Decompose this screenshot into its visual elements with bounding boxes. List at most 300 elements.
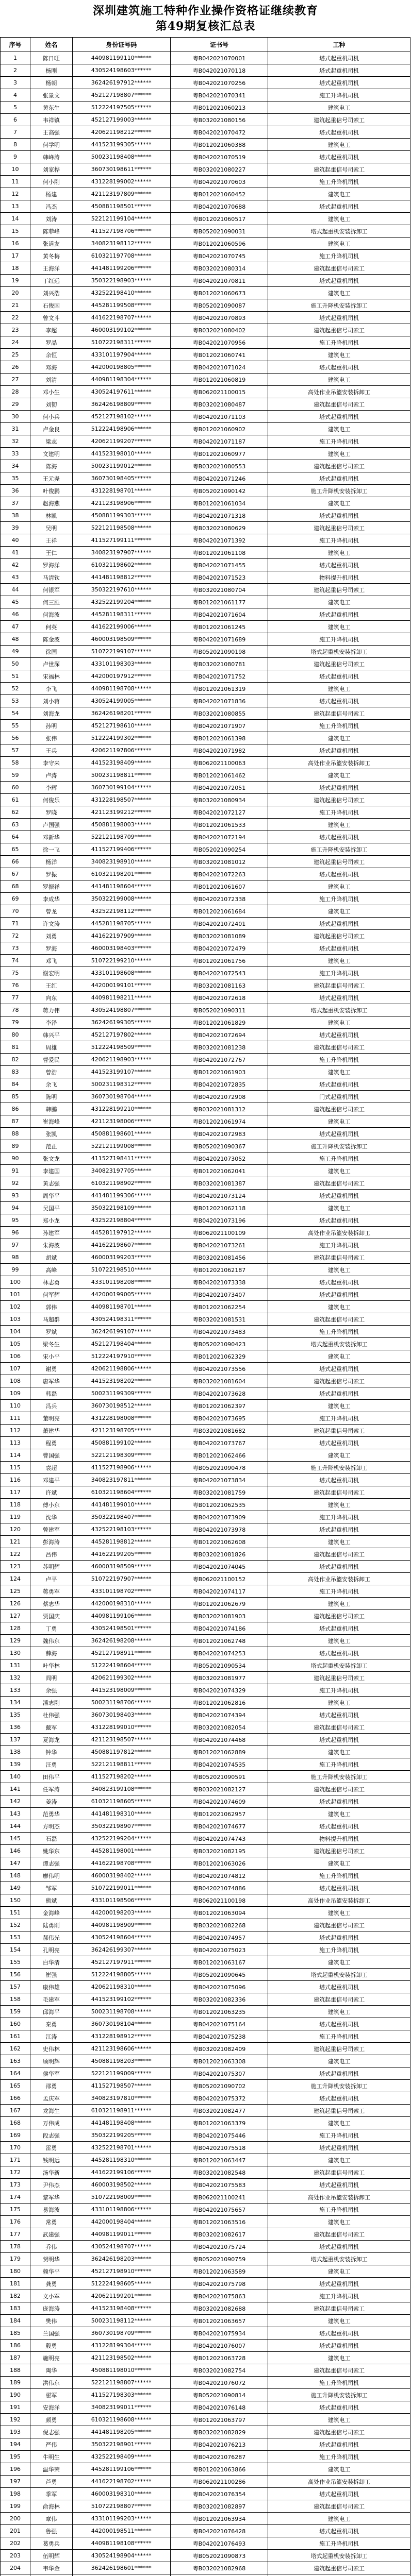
cell-name: 伍明辉: [30, 2550, 73, 2562]
cell-job-type: 高处作业吊篮安装拆卸工: [268, 1227, 410, 1239]
cell-name: 贺明华: [30, 2253, 73, 2265]
cell-id-number: 421123198507******: [73, 1734, 171, 1745]
cell-job-type: 建筑电工: [268, 1350, 410, 1362]
cell-certificate-number: 粤B042021074253: [171, 1647, 269, 1659]
cell-id-number: 522121198309******: [73, 1449, 171, 1461]
cell-name: 韩磊: [30, 1387, 73, 1399]
cell-name: 韩兴平: [30, 1029, 73, 1041]
cell-index: 115: [1, 1462, 30, 1473]
cell-job-type: 塔式起重机安装拆卸工: [268, 2550, 410, 2562]
cell-certificate-number: 粤B012021063094: [171, 1907, 269, 1919]
cell-index: 186: [1, 2340, 30, 2351]
cell-id-number: 350322198903******: [73, 275, 171, 286]
cell-id-number: 430524197611******: [73, 386, 171, 398]
cell-certificate-number: 粤B032021081312: [171, 1103, 269, 1115]
cell-index: 62: [1, 806, 30, 818]
cell-job-type: 建筑电工: [268, 2513, 410, 2524]
cell-id-number: 610321198911******: [73, 2105, 171, 2116]
cell-name: 郭伟: [30, 1301, 73, 1313]
cell-index: 45: [1, 596, 30, 608]
cell-certificate-number: 粤B012021061533: [171, 819, 269, 831]
cell-job-type: 建筑电工: [268, 2154, 410, 2166]
cell-index: 126: [1, 1598, 30, 1609]
cell-job-type: 建筑电工: [268, 1264, 410, 1276]
cell-id-number: 441523198408******: [73, 2302, 171, 2314]
cell-name: 唐军华: [30, 1375, 73, 1387]
cell-index: 13: [1, 200, 30, 212]
cell-index: 101: [1, 1289, 30, 1300]
cell-certificate-number: 粤B042021071187: [171, 435, 269, 447]
cell-id-number: 510722199107******: [73, 646, 171, 657]
cell-id-number: 441481199206******: [73, 262, 171, 274]
cell-job-type: 施工升降机司机: [268, 176, 410, 188]
cell-certificate-number: 粤B012021063589: [171, 2265, 269, 2277]
table-row: [1, 2117, 410, 2129]
cell-id-number: 445281199106******: [73, 2463, 171, 2475]
cell-index: 35: [1, 472, 30, 484]
cell-name: 章伟: [30, 2513, 73, 2524]
cell-name: 杜伟强: [30, 1709, 73, 1721]
table-row: [1, 275, 410, 287]
cell-id-number: 432522198410******: [73, 287, 171, 299]
cell-id-number: 431228199002******: [73, 176, 171, 188]
cell-index: 167: [1, 2105, 30, 2116]
cell-certificate-number: 粤B012021061245: [171, 621, 269, 633]
cell-index: 121: [1, 1536, 30, 1548]
cell-id-number: 510722198510******: [73, 1264, 171, 1276]
cell-index: 195: [1, 2451, 30, 2463]
cell-name: 汤华新: [30, 2166, 73, 2178]
cell-job-type: 塔式起重机司机: [268, 831, 410, 843]
cell-certificate-number: 粤B042021075934: [171, 2327, 269, 2339]
cell-index: 3: [1, 77, 30, 89]
table-row: [1, 1709, 410, 1721]
cell-certificate-number: 粤B012021061319: [171, 683, 269, 694]
cell-certificate-number: 粤B042021075096: [171, 1981, 269, 1993]
cell-index: 87: [1, 1115, 30, 1127]
cell-job-type: 塔式起重机司机: [268, 2438, 410, 2450]
cell-certificate-number: 粤B042021076148: [171, 2401, 269, 2413]
table-row: [1, 1944, 410, 1956]
cell-id-number: 440981198304******: [73, 374, 171, 385]
cell-job-type: 物料提升机司机: [268, 571, 410, 583]
cell-id-number: 441481198205******: [73, 2426, 171, 2438]
cell-index: 59: [1, 769, 30, 781]
cell-index: 38: [1, 510, 30, 521]
cell-job-type: 建筑电工: [268, 213, 410, 225]
cell-name: 曾文斗: [30, 312, 73, 324]
cell-index: 172: [1, 2166, 30, 2178]
cell-index: 152: [1, 1919, 30, 1931]
cell-index: 47: [1, 621, 30, 633]
cell-certificate-number: 粤B012021061903: [171, 1066, 269, 1078]
table-row: [1, 880, 410, 893]
cell-certificate-number: 粤B012021063379: [171, 2117, 269, 2129]
cell-name: 常勇: [30, 2216, 73, 2228]
cell-certificate-number: 粤B012021060596: [171, 238, 269, 249]
cell-id-number: 360730198405******: [73, 472, 171, 484]
table-row: [1, 2018, 410, 2030]
cell-id-number: 610321198602******: [73, 559, 171, 571]
cell-name: 崔强: [30, 1969, 73, 1980]
table-row: [1, 101, 410, 114]
cell-index: 118: [1, 1499, 30, 1511]
cell-name: 罗晓: [30, 806, 73, 818]
cell-index: 72: [1, 930, 30, 942]
table-row: [1, 769, 410, 782]
table-row: [1, 2476, 410, 2488]
cell-index: 166: [1, 2092, 30, 2104]
cell-name: 张凯: [30, 1128, 73, 1140]
cell-index: 64: [1, 831, 30, 843]
table-row: [1, 250, 410, 262]
cell-job-type: 建筑起重信号司索工: [268, 262, 410, 274]
table-row: [1, 1833, 410, 1845]
cell-certificate-number: 粤B012021062816: [171, 1697, 269, 1708]
cell-certificate-number: 粤B012021063026: [171, 1857, 269, 1869]
table-row: [1, 2352, 410, 2364]
cell-id-number: 360730198512******: [73, 1400, 171, 1412]
cell-job-type: 建筑电工: [268, 139, 410, 150]
table-row: [1, 1585, 410, 1598]
cell-id-number: 441523199305******: [73, 139, 171, 150]
cell-index: 185: [1, 2327, 30, 2339]
cell-certificate-number: 粤B042021073767: [171, 1437, 269, 1449]
cell-index: 149: [1, 1882, 30, 1894]
table-row: [1, 1029, 410, 1041]
cell-job-type: 施工升降机司机: [268, 1758, 410, 1770]
cell-job-type: 塔式起重机司机: [268, 1647, 410, 1659]
cell-index: 76: [1, 979, 30, 991]
cell-id-number: 362426198201******: [73, 707, 171, 719]
cell-index: 50: [1, 658, 30, 670]
cell-certificate-number: 粤B052021090759: [171, 2253, 269, 2265]
cell-id-number: 421123198606******: [73, 2043, 171, 2055]
table-row: [1, 262, 410, 275]
cell-name: 李泽: [30, 1016, 73, 1028]
cell-certificate-number: 粤B012021062329: [171, 1350, 269, 1362]
cell-certificate-number: 粤B042021074957: [171, 1931, 269, 1943]
table-row: [1, 2129, 410, 2142]
cell-certificate-number: 粤B042021073261: [171, 1239, 269, 1251]
cell-id-number: 431228198507******: [73, 794, 171, 806]
cell-id-number: 510722198009******: [73, 2191, 171, 2203]
cell-certificate-number: 粤B042021071982: [171, 744, 269, 756]
table-row: [1, 1511, 410, 1523]
table-row: [1, 1857, 410, 1870]
cell-name: 刘韧: [30, 398, 73, 410]
cell-id-number: 340823197705******: [73, 1165, 171, 1177]
table-row: [1, 1647, 410, 1659]
cell-name: 赵海燕: [30, 497, 73, 509]
cell-index: 63: [1, 819, 30, 831]
table-row: [1, 1227, 410, 1239]
cell-job-type: 塔式起重机司机: [268, 1523, 410, 1535]
cell-job-type: 建筑起重信号司索工: [268, 2562, 410, 2574]
cell-certificate-number: 粤B042021076354: [171, 2488, 269, 2500]
cell-name: 芦勇: [30, 2476, 73, 2487]
cell-certificate-number: 粤B042021076493: [171, 2537, 269, 2549]
cell-id-number: 441523198010******: [73, 448, 171, 460]
cell-id-number: 512224197505******: [73, 101, 171, 113]
cell-id-number: 452127198102******: [73, 411, 171, 422]
cell-id-number: 360730198104******: [73, 2018, 171, 2030]
cell-certificate-number: 粤B042021072983: [171, 1128, 269, 1140]
cell-id-number: 431228198008******: [73, 1412, 171, 1424]
cell-certificate-number: 粤B012021063235: [171, 2006, 269, 2018]
cell-name: 曾建军: [30, 1523, 73, 1535]
table-row: [1, 1177, 410, 1190]
cell-name: 何小刚: [30, 176, 73, 188]
cell-id-number: 433101198303******: [73, 658, 171, 670]
cell-id-number: 350322197610******: [73, 584, 171, 596]
cell-job-type: 建筑起重信号司索工: [268, 1177, 410, 1189]
cell-certificate-number: 粤B042021073407: [171, 1289, 269, 1300]
cell-certificate-number: 粤B042021072338: [171, 893, 269, 905]
cell-name: 李守来: [30, 757, 73, 769]
cell-index: 170: [1, 2142, 30, 2154]
cell-certificate-number: 粤B012021062041: [171, 1165, 269, 1177]
cell-index: 128: [1, 1622, 30, 1634]
cell-id-number: 452127198910******: [73, 2265, 171, 2277]
cell-index: 61: [1, 794, 30, 806]
table-row: [1, 2080, 410, 2092]
cell-certificate-number: 粤B032021081089: [171, 930, 269, 942]
cell-index: 100: [1, 1276, 30, 1288]
cell-id-number: 420621199207******: [73, 435, 171, 447]
cell-name: 袁超: [30, 1462, 73, 1473]
table-row: [1, 1190, 410, 1202]
cell-name: 雷勇: [30, 2142, 73, 2154]
cell-certificate-number: 粤B042021070341: [171, 89, 269, 101]
cell-job-type: 塔式起重机司机: [268, 64, 410, 76]
cell-index: 91: [1, 1165, 30, 1177]
table-row: [1, 1239, 410, 1251]
cell-job-type: 塔式起重机司机: [268, 744, 410, 756]
cell-index: 134: [1, 1697, 30, 1708]
cell-job-type: 施工升降机司机: [268, 967, 410, 979]
cell-id-number: 522121198811******: [73, 1758, 171, 1770]
cell-job-type: 物料提升机司机: [268, 1833, 410, 1844]
cell-index: 18: [1, 262, 30, 274]
table-row: [1, 1684, 410, 1697]
table-row: [1, 2438, 410, 2451]
cell-id-number: 360730198704******: [73, 1091, 171, 1103]
cell-certificate-number: 粤B042021075863: [171, 2290, 269, 2302]
table-row: [1, 2401, 410, 2414]
table-row: [1, 967, 410, 979]
cell-job-type: 建筑起重信号司索工: [268, 856, 410, 868]
table-row: [1, 1783, 410, 1795]
table-row: [1, 707, 410, 720]
cell-name: 宋福林: [30, 670, 73, 682]
cell-certificate-number: 粤B012021061974: [171, 1115, 269, 1127]
cell-job-type: 建筑电工: [268, 1301, 410, 1313]
table-row: [1, 2377, 410, 2389]
cell-id-number: 350322198407******: [73, 1511, 171, 1523]
cell-name: 罗振: [30, 868, 73, 880]
table-row: [1, 2302, 410, 2315]
cell-job-type: 施工升降机司机: [268, 1054, 410, 1065]
cell-certificate-number: 粤B032021080781: [171, 658, 269, 670]
cell-certificate-number: 粤B062021100198: [171, 1894, 269, 1906]
cell-name: 罗晶: [30, 336, 73, 348]
cell-job-type: 建筑电工: [268, 819, 410, 831]
table-row: [1, 361, 410, 374]
cell-certificate-number: 粤B042021070519: [171, 151, 269, 163]
cell-name: 何海波: [30, 608, 73, 620]
cell-index: 55: [1, 720, 30, 732]
cell-job-type: 塔式起重机司机: [268, 1931, 410, 1943]
table-row: [1, 2525, 410, 2537]
cell-name: 曾龙: [30, 905, 73, 917]
cell-index: 46: [1, 608, 30, 620]
cell-job-type: 建筑电工: [268, 2315, 410, 2327]
cell-name: 吴国平: [30, 1202, 73, 1214]
cell-job-type: 施工升降机司机: [268, 2537, 410, 2549]
cell-certificate-number: 粤B042021075238: [171, 2030, 269, 2042]
cell-job-type: 塔式起重机司机: [268, 608, 410, 620]
cell-index: 140: [1, 1771, 30, 1783]
cell-certificate-number: 粤B042021075307: [171, 2067, 269, 2079]
cell-index: 40: [1, 534, 30, 546]
cell-id-number: 610321198604******: [73, 1486, 171, 1498]
cell-job-type: 塔式起重机司机: [268, 52, 410, 64]
cell-index: 41: [1, 547, 30, 558]
cell-name: 郝伟光: [30, 1931, 73, 1943]
cell-name: 马清钦: [30, 571, 73, 583]
cell-name: 陈日旺: [30, 52, 73, 64]
cell-job-type: 施工升降机安装拆卸工: [268, 1140, 410, 1152]
cell-job-type: 塔式起重机司机: [268, 670, 410, 682]
cell-job-type: 塔式起重机司机: [268, 2278, 410, 2290]
cell-job-type: 建筑起重信号司索工: [268, 1103, 410, 1115]
cell-name: 邹军: [30, 1882, 73, 1894]
cell-certificate-number: 粤B032021082054: [171, 1721, 269, 1733]
cell-name: 夏海龙: [30, 1734, 73, 1745]
cell-index: 180: [1, 2265, 30, 2277]
cell-job-type: 塔式起重机司机: [268, 275, 410, 286]
cell-certificate-number: 粤B042021076287: [171, 2451, 269, 2463]
cell-name: 江涛: [30, 2030, 73, 2042]
cell-certificate-number: 粤B042021073909: [171, 1511, 269, 1523]
cell-name: 邵勇: [30, 2080, 73, 2092]
cell-job-type: 施工升降机司机: [268, 250, 410, 262]
cell-job-type: 塔式起重机司机: [268, 411, 410, 422]
cell-index: 154: [1, 1944, 30, 1956]
cell-job-type: 塔式起重机司机: [268, 1709, 410, 1721]
cell-name: 王祥: [30, 534, 73, 546]
cell-job-type: 塔式起重机司机: [268, 942, 410, 954]
cell-id-number: 433101198608******: [73, 967, 171, 979]
cell-job-type: 施工升降机安装拆卸工: [268, 843, 410, 855]
cell-name: 赖华平: [30, 2265, 73, 2277]
cell-job-type: 施工升降机司机: [268, 534, 410, 546]
cell-certificate-number: 粤B012021060741: [171, 349, 269, 361]
cell-job-type: 塔式起重机司机: [268, 312, 410, 324]
table-row: [1, 1251, 410, 1264]
cell-certificate-number: 粤B012021062535: [171, 1499, 269, 1511]
cell-index: 60: [1, 782, 30, 793]
cell-certificate-number: 粤B032021082127: [171, 1783, 269, 1795]
table-row: [1, 1548, 410, 1561]
cell-id-number: 431228199304******: [73, 2340, 171, 2351]
cell-job-type: 施工升降机司机: [268, 1870, 410, 1882]
cell-name: 樊伟: [30, 2315, 73, 2327]
cell-name: 殷勇: [30, 2340, 73, 2351]
cell-index: 178: [1, 2241, 30, 2252]
cell-certificate-number: 粤B042021072479: [171, 942, 269, 954]
cell-job-type: 塔式起重机安装拆卸工: [268, 1969, 410, 1980]
table-row: [1, 2191, 410, 2204]
table-row: [1, 1363, 410, 1375]
cell-job-type: 建筑起重信号司索工: [268, 1313, 410, 1325]
cell-index: 7: [1, 126, 30, 138]
table-row: [1, 2166, 410, 2179]
cell-index: 164: [1, 2067, 30, 2079]
cell-index: 81: [1, 1041, 30, 1053]
cell-index: 143: [1, 1808, 30, 1820]
cell-name: 邓建平: [30, 1474, 73, 1486]
cell-certificate-number: 粤B052021090702: [171, 2080, 269, 2092]
cell-name: 何银军: [30, 584, 73, 596]
table-row: [1, 658, 410, 670]
cell-index: 139: [1, 1758, 30, 1770]
cell-name: 安海洋: [30, 2401, 73, 2413]
cell-job-type: 建筑起重信号司索工: [268, 584, 410, 596]
cell-id-number: 450881199303******: [73, 510, 171, 521]
cell-job-type: 塔式起重机司机: [268, 1561, 410, 1572]
cell-name: 李超: [30, 324, 73, 336]
cell-job-type: 建筑起重信号司索工: [268, 658, 410, 670]
cell-certificate-number: 粤B062021100063: [171, 757, 269, 769]
cell-name: 曹国强: [30, 1449, 73, 1461]
cell-job-type: 建筑电工: [268, 2055, 410, 2067]
cell-certificate-number: 粤B042021072767: [171, 1054, 269, 1065]
summary-table: [0, 37, 410, 2576]
cell-job-type: 建筑电工: [268, 732, 410, 744]
table-row: [1, 225, 410, 238]
cell-index: 203: [1, 2550, 30, 2562]
cell-id-number: 362426198809******: [73, 398, 171, 410]
cell-name: 许文涛: [30, 918, 73, 929]
cell-certificate-number: 粤B042021071392: [171, 534, 269, 546]
cell-job-type: 建筑起重信号司索工: [268, 1486, 410, 1498]
header-name: 姓名: [30, 38, 73, 52]
cell-id-number: 441523199102******: [73, 1993, 171, 2005]
cell-name: 严伟: [30, 2438, 73, 2450]
cell-id-number: 433101198506******: [73, 1894, 171, 1906]
table-row: [1, 782, 410, 794]
cell-id-number: 441523198202******: [73, 1375, 171, 1387]
table-row: [1, 1795, 410, 1808]
cell-index: 123: [1, 1561, 30, 1572]
table-row: [1, 1140, 410, 1153]
cell-job-type: 建筑电工: [268, 101, 410, 113]
cell-certificate-number: 粤B042021073978: [171, 1523, 269, 1535]
table-row: [1, 386, 410, 398]
cell-index: 21: [1, 299, 30, 311]
cell-certificate-number: 粤B012021062254: [171, 1301, 269, 1313]
cell-id-number: 432522198804******: [73, 1214, 171, 1226]
cell-job-type: 建筑起重信号司索工: [268, 398, 410, 410]
cell-index: 125: [1, 1585, 30, 1597]
cell-certificate-number: 粤B042021071523: [171, 571, 269, 583]
cell-id-number: 440981199011******: [73, 2228, 171, 2240]
cell-index: 25: [1, 349, 30, 361]
cell-name: 石俊国: [30, 299, 73, 311]
cell-job-type: 建筑电工: [268, 1066, 410, 1078]
